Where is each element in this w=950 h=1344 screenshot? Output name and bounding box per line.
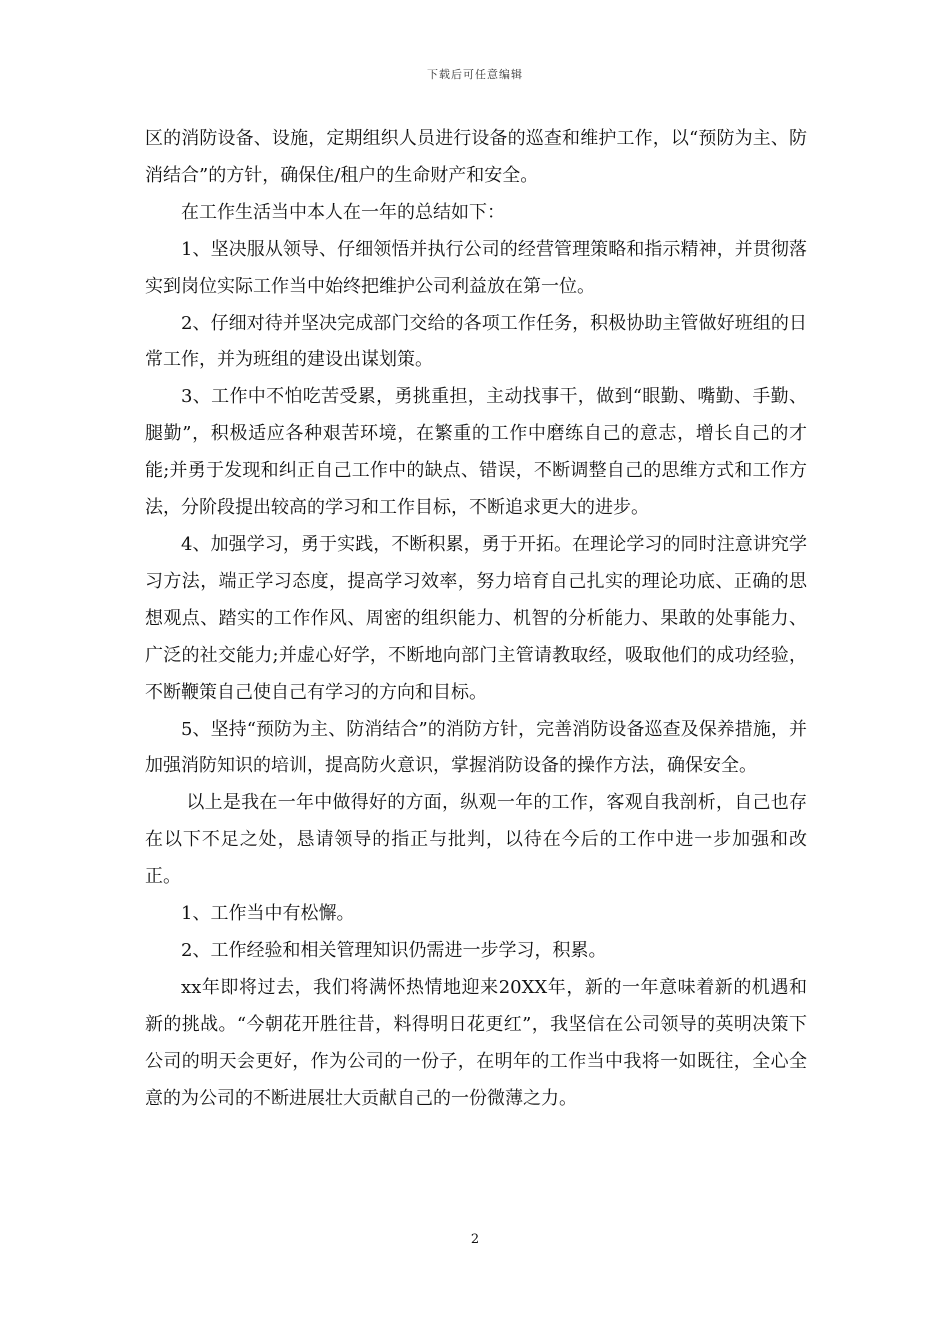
paragraph-shortcoming-1: 1、工作当中有松懈。 <box>181 903 355 925</box>
paragraph-item-4: 4、加强学习，勇于实践，不断积累，勇于开拓。在理论学习的同时注意讲究学习方法，端正学习态度，提高学习效率，努力培育自己扎实的理论功底、正确的思想观点、踏实的工作作风、周密的组织能力、机智的分析能力、果敢的处事能力、广泛的社交能力;并虚心好学，不断地向部门主管请教取经，吸取他们的成功经验，不断鞭策自己使自己有学习的方向和目标。 <box>145 533 807 703</box>
paragraph-item-2: 2、仔细对待并坚决完成部门交给的各项工作任务，积极协助主管做好班组的日常工作，并为班组的建设出谋划策。 <box>145 312 807 371</box>
paragraph-self-assessment: 以上是我在一年中做得好的方面，纵观一年的工作，客观自我剖析，自己也存在以下不足之处，恳请领导的指正与批判，以待在今后的工作中进一步加强和改正。 <box>145 792 807 888</box>
paragraph-item-3: 3、工作中不怕吃苦受累，勇挑重担，主动找事干，做到“眼勤、嘴勤、手勤、腿勤”，积极适应各种艰苦环境，在繁重的工作中磨练自己的意志，增长自己的才能;并勇于发现和纠正自己工作中的缺点、错误，不断调整自己的思维方式和工作方法，分阶段提出较高的学习和工作目标，不断追求更大的进步。 <box>145 386 807 519</box>
paragraph-continuation: 区的消防设备、设施，定期组织人员进行设备的巡查和维护工作，以“预防为主、防消结合”的方针，确保住/租户的生命财产和安全。 <box>145 128 807 186</box>
paragraph-item-5: 5、坚持“预防为主、防消结合”的消防方针，完善消防设备巡查及保养措施，并加强消防知识的培训，提高防火意识，掌握消防设备的操作方法，确保安全。 <box>145 718 807 777</box>
document-body <box>145 121 807 1117</box>
paragraph-item-1: 1、坚决服从领导、仔细领悟并执行公司的经营管理策略和指示精神，并贯彻落实到岗位实际工作当中始终把维护公司利益放在第一位。 <box>145 238 807 297</box>
paragraph-summary-intro: 在工作生活当中本人在一年的总结如下： <box>181 201 505 223</box>
page-header: 下载后可任意编辑 <box>427 68 523 81</box>
paragraph-shortcoming-2: 2、工作经验和相关管理知识仍需进一步学习，积累。 <box>181 939 607 961</box>
page-number: 2 <box>470 1232 480 1247</box>
paragraph-closing: xx年即将过去，我们将满怀热情地迎来20XX年，新的一年意味着新的机遇和新的挑战。“今朝花开胜往昔，料得明日花更红”，我坚信在公司领导的英明决策下公司的明天会更好，作为公司的一份子，在明年的工作当中我将一如既往，全心全意的为公司的不断进展壮大贡献自己的一份微薄之力。 <box>145 976 807 1109</box>
